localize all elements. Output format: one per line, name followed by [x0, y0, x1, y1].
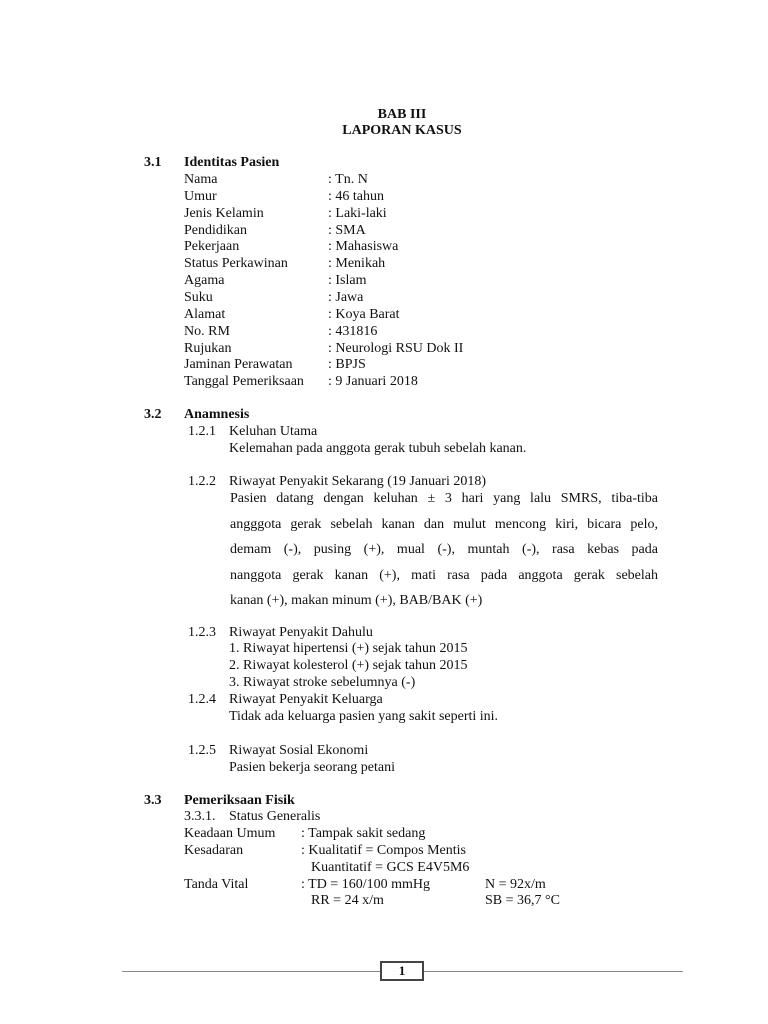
exam-value: Kuantitatif = GCS E4V5M6: [311, 860, 470, 875]
identity-value: : Jawa: [328, 290, 364, 305]
identity-label: Rujukan: [184, 341, 232, 356]
identity-value: : Neurologi RSU Dok II: [328, 341, 464, 356]
identity-value: : Menikah: [328, 256, 386, 271]
subsection-title: Keluhan Utama: [229, 424, 318, 439]
identity-label: Status Perkawinan: [184, 256, 288, 271]
identity-label: Alamat: [184, 307, 226, 322]
subsection-number: 1.2.1: [188, 424, 216, 439]
section-number: 3.1: [144, 155, 162, 170]
subsection-title: Riwayat Penyakit Sekarang (19 Januari 2018): [229, 474, 486, 489]
section-title: Anamnesis: [184, 407, 250, 422]
identity-value: : SMA: [328, 223, 366, 238]
identity-label: Pendidikan: [184, 223, 247, 238]
subsection-number: 3.3.1.: [184, 809, 216, 824]
paragraph-line: Pasien datang dengan keluhan ± 3 hari yang lalu SMRS, tiba-tiba: [230, 491, 658, 506]
identity-value: : 9 Januari 2018: [328, 374, 418, 389]
identity-label: Pekerjaan: [184, 239, 240, 254]
identity-value: : 46 tahun: [328, 189, 384, 204]
paragraph: Pasien bekerja seorang petani: [229, 760, 395, 775]
list-item: 3. Riwayat stroke sebelumnya (-): [229, 675, 416, 690]
list-item: 2. Riwayat kolesterol (+) sejak tahun 2015: [229, 658, 468, 673]
section-title: Pemeriksaan Fisik: [184, 793, 295, 808]
chapter-number: BAB III: [377, 107, 427, 122]
paragraph: Kelemahan pada anggota gerak tubuh sebelah kanan.: [229, 441, 527, 456]
identity-label: Suku: [184, 290, 213, 305]
subsection-title: Riwayat Penyakit Keluarga: [229, 692, 383, 707]
section-title: Identitas Pasien: [184, 155, 280, 170]
paragraph-line: angggota gerak sebelah kanan dan mulut mencong kiri, bicara pelo,: [230, 517, 658, 532]
subsection-number: 1.2.3: [188, 625, 216, 640]
identity-value: : Mahasiswa: [328, 239, 399, 254]
identity-value: : 431816: [328, 324, 378, 339]
vital-sb: SB = 36,7 °C: [485, 893, 560, 908]
list-item: 1. Riwayat hipertensi (+) sejak tahun 2015: [229, 641, 468, 656]
identity-value: : Islam: [328, 273, 367, 288]
subsection-number: 1.2.5: [188, 743, 216, 758]
vital-td: : TD = 160/100 mmHg: [301, 877, 430, 892]
identity-label: Umur: [184, 189, 217, 204]
identity-label: No. RM: [184, 324, 230, 339]
paragraph-line: nanggota gerak kanan (+), mati rasa pada anggota gerak sebelah: [230, 568, 658, 583]
exam-label: Keadaan Umum: [184, 826, 276, 841]
vital-rr: RR = 24 x/m: [311, 893, 384, 908]
exam-label: Kesadaran: [184, 843, 244, 858]
identity-value: : Koya Barat: [328, 307, 400, 322]
identity-value: : Tn. N: [328, 172, 368, 187]
paragraph: Tidak ada keluarga pasien yang sakit seperti ini.: [229, 709, 499, 724]
section-number: 3.2: [144, 407, 162, 422]
paragraph-line: kanan (+), makan minum (+), BAB/BAK (+): [230, 593, 483, 608]
section-number: 3.3: [144, 793, 162, 808]
exam-value: : Tampak sakit sedang: [301, 826, 426, 841]
page-number: 1: [380, 961, 424, 981]
subsection-title: Status Generalis: [229, 809, 321, 824]
identity-label: Agama: [184, 273, 225, 288]
chapter-title: LAPORAN KASUS: [342, 123, 462, 138]
exam-value: : Kualitatif = Compos Mentis: [301, 843, 466, 858]
subsection-number: 1.2.4: [188, 692, 216, 707]
subsection-number: 1.2.2: [188, 474, 216, 489]
subsection-title: Riwayat Sosial Ekonomi: [229, 743, 369, 758]
identity-value: : BPJS: [328, 357, 366, 372]
identity-value: : Laki-laki: [328, 206, 387, 221]
identity-label: Jaminan Perawatan: [184, 357, 293, 372]
subsection-title: Riwayat Penyakit Dahulu: [229, 625, 373, 640]
paragraph-line: demam (-), pusing (+), mual (-), muntah (-), rasa kebas pada: [230, 542, 658, 557]
identity-label: Nama: [184, 172, 218, 187]
vital-n: N = 92x/m: [485, 877, 546, 892]
identity-label: Tanggal Pemeriksaan: [184, 374, 304, 389]
identity-label: Jenis Kelamin: [184, 206, 264, 221]
exam-label: Tanda Vital: [184, 877, 249, 892]
